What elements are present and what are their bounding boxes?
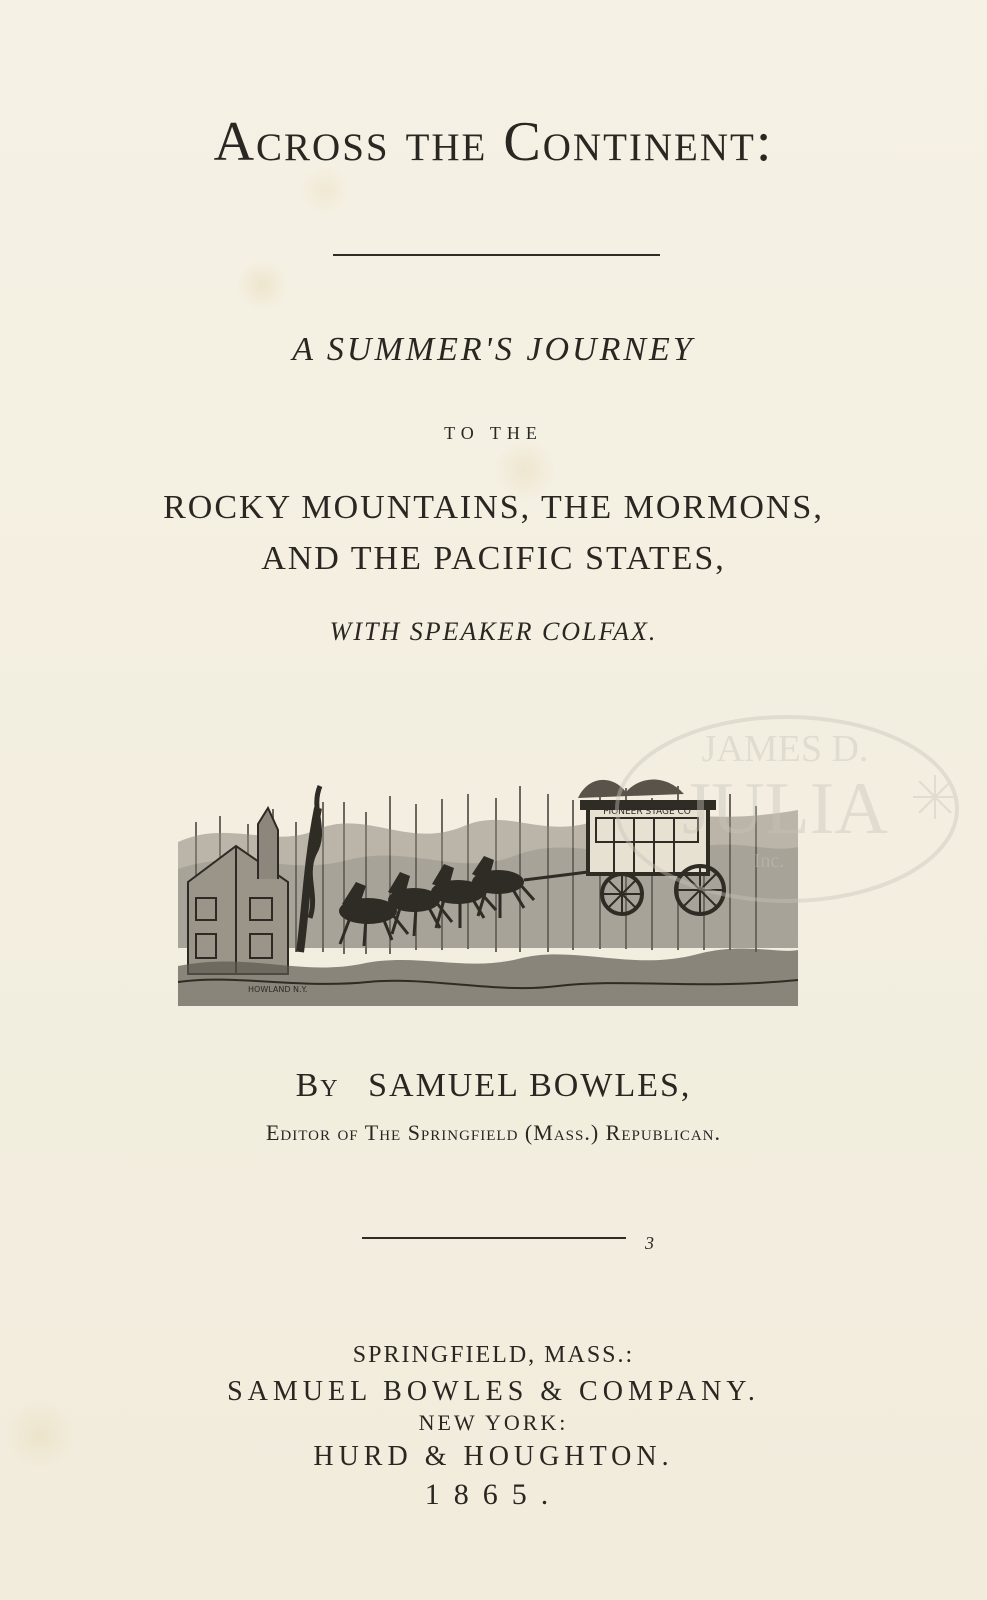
bottom-rule	[362, 1237, 626, 1239]
stage-company-label: PIONEER STAGE CO	[603, 807, 691, 817]
imprint-line-3: NEW YORK:	[418, 1410, 569, 1435]
stagecoach-engraving	[178, 704, 798, 1006]
watermark-line-3: Inc.	[753, 850, 785, 872]
watermark-line-1: JAMES D.	[701, 728, 869, 770]
to-the-line: TO THE	[444, 423, 543, 443]
top-rule	[333, 254, 660, 256]
imprint-line-4: HURD & HOUGHTON.	[313, 1441, 674, 1472]
book-subtitle: A SUMMER'S JOURNEY	[292, 331, 695, 368]
book-title: Across the Continent:	[213, 111, 774, 173]
author-line	[0, 1067, 987, 1105]
companion-line: WITH SPEAKER COLFAX.	[329, 617, 658, 646]
small-mark: 3	[645, 1233, 654, 1253]
editor-line: Editor of The Springfield (Mass.) Republican.	[265, 1120, 722, 1145]
imprint-line-2: SAMUEL BOWLES & COMPANY.	[227, 1376, 760, 1407]
watermark-line-2: JULIA	[682, 768, 888, 850]
imprint-line-1: SPRINGFIELD, MASS.:	[352, 1342, 635, 1368]
destination-line-2: AND THE PACIFIC STATES,	[261, 540, 726, 577]
engraver-signature: HOWLAND N.Y.	[248, 985, 308, 994]
destination-line-1: ROCKY MOUNTAINS, THE MORMONS,	[163, 489, 824, 526]
author-prefix: By	[295, 1067, 340, 1104]
author-name: SAMUEL BOWLES,	[368, 1067, 692, 1104]
publication-year: 1865.	[424, 1478, 563, 1511]
